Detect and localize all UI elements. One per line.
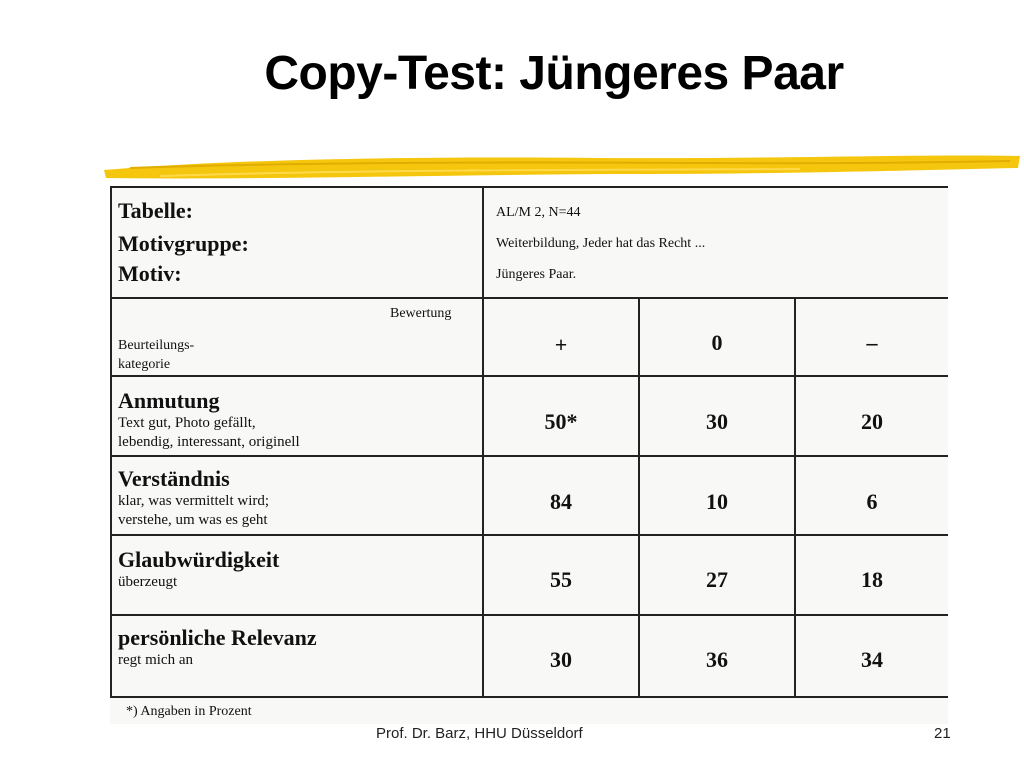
value-motivgruppe: Weiterbildung, Jeder hat das Recht ... (496, 236, 706, 251)
row-divider (110, 375, 948, 377)
category-sub: klar, was vermittelt wird; (118, 493, 270, 509)
table-row-glaubwuerdigkeit (118, 546, 279, 592)
table-row-verstaendnis (118, 465, 269, 530)
cell-value: 84 (550, 489, 572, 514)
table-bottom-border (110, 696, 948, 698)
row-divider (110, 534, 948, 536)
cell-value: 18 (861, 567, 883, 592)
cell-value: 34 (861, 647, 883, 672)
title-underline-stroke (100, 150, 1024, 184)
table-row-anmutung (118, 387, 300, 452)
category-label: Glaubwürdigkeit (118, 547, 280, 572)
beurteilung-label-line1: Beurteilungs- (118, 338, 195, 353)
table-row-persoenliche-relevanz (118, 624, 317, 670)
cell-value: 30 (550, 647, 572, 672)
category-label: Anmutung (118, 388, 220, 413)
cell-value: 55 (550, 567, 572, 592)
column-header-minus: – (866, 330, 878, 355)
cell-value: 27 (706, 567, 728, 592)
bewertung-label: Bewertung (390, 306, 452, 321)
category-sub: Text gut, Photo gefällt, (118, 415, 256, 431)
slide-title: Copy-Test: Jüngeres Paar (264, 47, 844, 100)
column-header-zero: 0 (711, 330, 723, 355)
column-divider (482, 186, 484, 698)
label-motiv: Motiv: (118, 261, 182, 286)
value-motiv: Jüngeres Paar. (496, 267, 577, 282)
cell-value: 6 (866, 489, 878, 514)
category-label: Verständnis (118, 466, 230, 491)
table-left-border (110, 186, 112, 698)
cell-value: 20 (861, 409, 883, 434)
column-header-plus: + (554, 332, 568, 357)
category-sub: überzeugt (118, 574, 178, 590)
value-tabelle: AL/M 2, N=44 (496, 205, 581, 220)
table-top-border (110, 186, 948, 188)
row-divider (110, 455, 948, 457)
cell-value: 50* (544, 409, 578, 434)
category-label: persönliche Relevanz (118, 625, 317, 650)
label-motivgruppe: Motivgruppe: (118, 231, 249, 256)
table-scan (110, 186, 948, 724)
slide-footer: Prof. Dr. Barz, HHU Düsseldorf (376, 725, 583, 742)
cell-value: 30 (706, 409, 728, 434)
category-sub: regt mich an (118, 652, 193, 668)
footnote: *) Angaben in Prozent (126, 704, 252, 719)
beurteilung-label-line2: kategorie (118, 357, 171, 372)
label-tabelle: Tabelle: (118, 198, 193, 223)
page-number: 21 (934, 725, 951, 742)
category-sub: lebendig, interessant, originell (118, 434, 300, 450)
row-divider (110, 614, 948, 616)
category-sub: verstehe, um was es geht (118, 512, 268, 528)
cell-value: 36 (706, 647, 728, 672)
cell-value: 10 (706, 489, 728, 514)
header-divider (110, 297, 948, 299)
